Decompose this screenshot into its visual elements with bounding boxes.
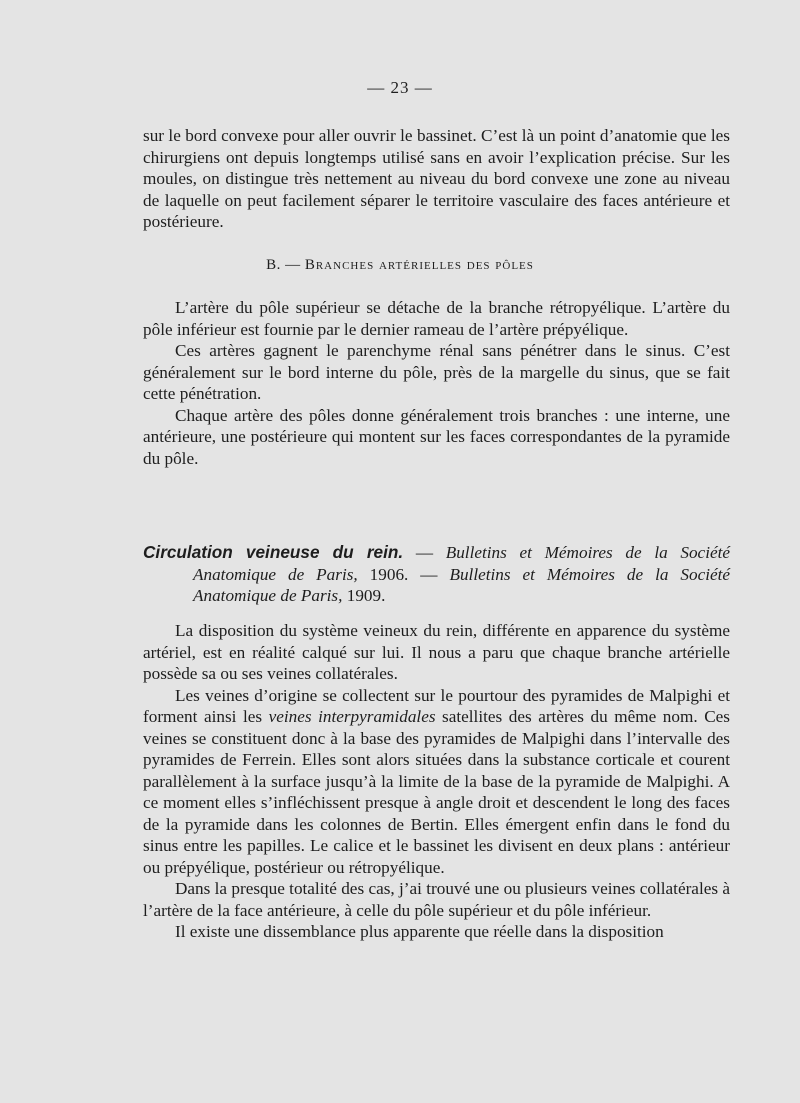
reference-line-2 [143, 564, 730, 586]
reference-dash-1: — [403, 543, 446, 562]
paragraph-systeme-veineux: La disposition du système veineux du rein, différente en apparence du système artériel, est en réalité calqué sur lui. Il nous a paru que chaque branche artérielle possède sa ou ses veines collatérales. [143, 621, 730, 683]
reference-journal-1b: Anatomique de Paris, [193, 564, 358, 584]
paragraph-artere-poles: L’artère du pôle supérieur se détache de la branche rétropyélique. L’artère du pôle inférieur est fournie par le dernier rameau de l’artère prépyélique. [143, 298, 730, 339]
reference-line-1 [143, 542, 730, 564]
reference-journal-2b: Anatomique de Paris, [193, 586, 343, 605]
paragraph-branches: Chaque artère des pôles donne généralement trois branches : une interne, une antérieure, une postérieure qui montent sur les faces correspondantes de la pyramide du pôle. [143, 405, 730, 468]
paragraph-bord-convexe: sur le bord convexe pour aller ouvrir le bassinet. C’est là un point d’anatomie que les chirurgiens ont depuis longtemps utilisé sans en avoir l’explication précise. Sur les moules, on distingue très nettement au niveau du bord convexe une zone au niveau de laquelle on peut facilement séparer le territoire vasculaire des faces antérieure et postérieure. [143, 126, 730, 231]
section-title [0, 257, 800, 274]
veins-section [143, 620, 730, 943]
reference-journal-2a: Bulletins et Mémoires de la Société [449, 564, 731, 584]
reference-dash-2: — [408, 564, 450, 584]
section-prefix: B. — [266, 257, 305, 273]
reference-line-3 [143, 585, 730, 607]
paragraph-veines-collaterales: Dans la presque totalité des cas, j’ai trouvé une ou plusieurs veines collatérales à l’artère de la face antérieure, à celle du pôle supérieur et du pôle inférieur. [143, 879, 730, 920]
paragraph-veines-origine [143, 685, 730, 879]
reference-heading: Circulation veineuse du rein. [143, 542, 404, 562]
veines-origine-start: Les veines d’origine se collectent sur le pourtour des pyramides de Malpighi et forment ainsi les [143, 685, 730, 726]
veines-interpyramidales: veines interpyramidales [268, 707, 436, 726]
veines-origine-end: satellites des artères du même nom. Ces veines se constituent donc à la base des pyramides de Malpighi dans l’intervalle des pyramides de Ferrein. Elles sont alors situées dans la substance corticale et courent parallèlement à la surface jusqu’à la limite de la base de la pyramide de Malpighi. A ce moment elles s’infléchissent presque à angle droit et descendent le long des faces de la pyramide dans les colonnes de Bertin. Elles émergent enfin dans le fond du sinus entre les papilles. Le calice et le bassinet les divisent en deux plans : antérieur ou prépyélique, postérieur ou rétropyélique. [143, 707, 730, 877]
reference-year-2: 1909. [342, 586, 386, 605]
reference-journal-1a: Bulletins et Mémoires de la Société [445, 543, 730, 562]
reference-block [143, 542, 730, 607]
paragraph-top [143, 125, 730, 233]
paragraph-dissemblance: Il existe une dissemblance plus apparente que réelle dans la disposition [175, 922, 664, 941]
reference-year-1: 1906. [357, 564, 409, 584]
page-number: — 23 — [367, 78, 433, 97]
section-title-text: Branches artérielles des pôles [304, 257, 534, 273]
paragraph-parenchyme: Ces artères gagnent le parenchyme rénal sans pénétrer dans le sinus. C’est généralement sur le bord interne du pôle, près de la margelle du sinus, que se fait cette pénétration. [143, 341, 730, 403]
poles-section [143, 297, 730, 469]
